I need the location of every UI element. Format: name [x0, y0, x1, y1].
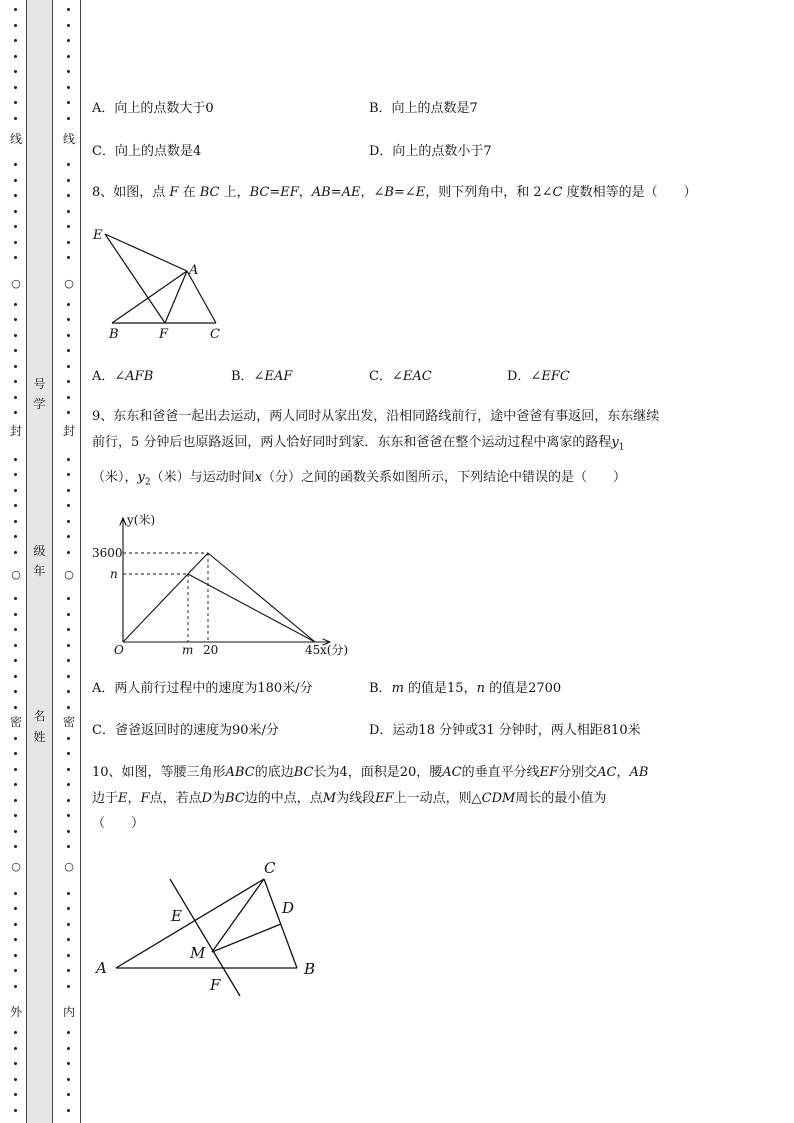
tick-45: 45: [305, 643, 321, 657]
q9-stem-line2: 前行，5 分钟后也原路返回，两人恰好同时到家．东东和爸爸在整个运动过程中离家的路程$y_1$: [92, 435, 625, 453]
margin-dot: [14, 210, 17, 213]
inner-circle-3: ○: [64, 860, 74, 873]
margin-border-line: [80, 0, 81, 1123]
margin-dot: [67, 365, 70, 368]
margin-dot: [14, 1047, 17, 1050]
margin-dot: [14, 504, 17, 507]
margin-dot: [67, 845, 70, 848]
margin-dot: [14, 411, 17, 414]
tick-n: n: [110, 567, 118, 581]
inner-dot-column: [62, 0, 76, 1123]
margin-dot: [67, 737, 70, 740]
margin-dot: [67, 597, 70, 600]
margin-dot: [67, 8, 70, 11]
tick-m: m: [182, 643, 194, 657]
margin-dot: [14, 1093, 17, 1096]
margin-dot: [14, 799, 17, 802]
margin-dot: [14, 55, 17, 58]
margin-dot: [67, 303, 70, 306]
margin-dot: [67, 551, 70, 554]
margin-dot: [14, 334, 17, 337]
margin-dot: [67, 830, 70, 833]
outer-dot-column: [9, 0, 23, 1123]
q8-option-c: C．∠EAC: [369, 369, 432, 384]
margin-dot: [14, 380, 17, 383]
field-label-nian: 年: [33, 564, 46, 578]
outer-circle-2: ○: [11, 568, 21, 581]
field-label-ming: 名: [33, 709, 46, 723]
margin-dot: [67, 1062, 70, 1065]
margin-dot: [14, 768, 17, 771]
segment-AC: [187, 271, 216, 323]
margin-dot: [67, 938, 70, 941]
margin-dot: [67, 1093, 70, 1096]
margin-dot: [67, 752, 70, 755]
margin-dot: [14, 365, 17, 368]
q9-distance-time-graph: [92, 510, 362, 662]
margin-dot: [67, 814, 70, 817]
margin-dot: [67, 613, 70, 616]
margin-dot: [14, 318, 17, 321]
margin-dot: [14, 597, 17, 600]
q7-option-b: B．向上的点数是7: [369, 101, 478, 116]
margin-dot: [14, 783, 17, 786]
outer-mark-wai: 外: [9, 1005, 22, 1019]
margin-dot: [67, 659, 70, 662]
margin-dot: [14, 892, 17, 895]
margin-dot: [67, 70, 70, 73]
margin-dot: [14, 551, 17, 554]
margin-dot: [14, 458, 17, 461]
q8-option-a: A．∠AFB: [92, 369, 154, 384]
margin-dot: [14, 101, 17, 104]
margin-dot: [67, 86, 70, 89]
x-axis-label: x(分): [320, 643, 349, 657]
margin-dot: [67, 628, 70, 631]
field-label-xing: 姓: [33, 730, 46, 744]
field-label-ji: 级: [33, 544, 46, 558]
margin-dot: [67, 210, 70, 213]
margin-dot: [14, 303, 17, 306]
margin-dot: [67, 473, 70, 476]
origin-label: O: [114, 643, 124, 657]
field-label-xue: 学: [33, 397, 46, 411]
inner-mark-nei: 内: [62, 1005, 75, 1019]
margin-dot: [14, 396, 17, 399]
q9-option-a: A．两人前行过程中的速度为180米/分: [92, 681, 313, 696]
margin-dot: [14, 644, 17, 647]
margin-dot: [14, 830, 17, 833]
margin-dot: [67, 194, 70, 197]
q8-option-d: D．∠EFC: [507, 369, 570, 384]
margin-dot: [14, 1078, 17, 1081]
margin-dot: [67, 644, 70, 647]
point-M-label: M: [190, 944, 206, 962]
margin-dot: [14, 70, 17, 73]
margin-dot: [67, 396, 70, 399]
dongdong-forward-line: [123, 553, 208, 642]
margin-dot: [14, 737, 17, 740]
q7-option-c: C．向上的点数是4: [92, 144, 202, 159]
margin-dot: [14, 473, 17, 476]
margin-dot: [67, 179, 70, 182]
margin-dot: [67, 706, 70, 709]
margin-dot: [67, 24, 70, 27]
margin-dot: [67, 783, 70, 786]
point-A-label: A: [189, 263, 199, 278]
q8-triangle-figure: [92, 222, 232, 344]
margin-dot: [67, 768, 70, 771]
point-C-label: C: [264, 859, 276, 877]
inner-mark-feng: 封: [62, 424, 75, 438]
margin-dot: [67, 1047, 70, 1050]
margin-dot: [14, 845, 17, 848]
margin-dot: [67, 985, 70, 988]
margin-dot: [14, 349, 17, 352]
margin-dot: [14, 39, 17, 42]
margin-dot: [67, 380, 70, 383]
outer-circle-1: ○: [11, 277, 21, 290]
point-C-label: C: [210, 327, 220, 342]
margin-dot: [14, 969, 17, 972]
segment-CB: [264, 879, 297, 968]
inner-circle-1: ○: [64, 277, 74, 290]
margin-dot: [67, 799, 70, 802]
margin-dot: [67, 1078, 70, 1081]
margin-dot: [67, 318, 70, 321]
margin-dot: [14, 163, 17, 166]
margin-dot: [14, 907, 17, 910]
point-B-label: B: [304, 960, 316, 978]
margin-dot: [14, 938, 17, 941]
margin-dot: [67, 892, 70, 895]
margin-dot: [14, 814, 17, 817]
margin-dot: [14, 535, 17, 538]
point-F-label: F: [210, 976, 221, 994]
margin-dot: [67, 907, 70, 910]
margin-dot: [14, 675, 17, 678]
outer-mark-xian: 线: [9, 132, 22, 146]
margin-dot: [14, 613, 17, 616]
q9-option-b: B．m 的值是15，n 的值是2700: [369, 681, 562, 696]
point-E-label: E: [93, 228, 103, 243]
margin-dot: [14, 256, 17, 259]
margin-dot: [14, 241, 17, 244]
margin-dot: [14, 1031, 17, 1034]
margin-dot: [14, 117, 17, 120]
margin-dot: [14, 1062, 17, 1065]
margin-dot: [67, 101, 70, 104]
margin-dot: [14, 752, 17, 755]
margin-dot: [14, 8, 17, 11]
q10-triangle-figure: [92, 855, 332, 1005]
q8-stem: 8、如图，点 F 在 BC 上，BC=EF，AB=AE，∠B=∠E，则下列角中，和 2∠C 度数相等的是（ ）: [92, 185, 697, 200]
inner-mark-xian: 线: [62, 132, 75, 146]
perpendicular-bisector-EF: [170, 879, 240, 996]
margin-dot: [14, 225, 17, 228]
margin-dot: [67, 969, 70, 972]
margin-dot: [14, 489, 17, 492]
point-A-label: A: [96, 959, 107, 977]
margin-dot: [67, 241, 70, 244]
outer-mark-mi: 密: [9, 715, 22, 729]
margin-dot: [14, 179, 17, 182]
field-label-hao: 号: [33, 377, 46, 391]
q9-stem-line3: （米），$y_2$（米）与运动时间x（分）之间的函数关系如图所示，下列结论中错误的是（ ）: [92, 470, 626, 488]
binding-margin: [0, 0, 82, 1123]
q10-stem-line1: 10、如图，等腰三角形ABC的底边BC长为4，面积是20，腰AC的垂直平分线EF分别交AC，AB: [92, 765, 649, 780]
y-axis-label: y(米): [127, 513, 156, 527]
margin-dot: [67, 225, 70, 228]
q10-stem-line2: 边于E，F点，若点D为BC边的中点，点M为线段EF上一动点，则△CDM周长的最小值为: [92, 791, 607, 806]
tick-20: 20: [203, 643, 219, 657]
margin-dot: [67, 39, 70, 42]
q10-stem-line3: （ ）: [92, 816, 145, 831]
margin-dot: [67, 349, 70, 352]
margin-dot: [67, 256, 70, 259]
margin-dot: [67, 520, 70, 523]
margin-dot: [14, 923, 17, 926]
dongdong-return-line: [208, 553, 315, 642]
margin-dot: [67, 923, 70, 926]
margin-dot: [67, 954, 70, 957]
q9-option-d: D．运动18 分钟或31 分钟时，两人相距810米: [369, 723, 641, 738]
margin-dot: [14, 659, 17, 662]
inner-mark-mi: 密: [62, 715, 75, 729]
margin-dot: [14, 690, 17, 693]
margin-dot: [14, 954, 17, 957]
margin-dot: [67, 55, 70, 58]
q9-stem-line1: 9、东东和爸爸一起出去运动，两人同时从家出发，沿相同路线前行，途中爸爸有事返回，东东继续: [92, 409, 660, 424]
q7-option-d: D．向上的点数小于7: [369, 144, 492, 159]
margin-dot: [14, 1109, 17, 1112]
point-D-label: D: [282, 899, 295, 917]
margin-dot: [14, 628, 17, 631]
margin-dot: [67, 504, 70, 507]
margin-dot: [67, 1109, 70, 1112]
q8-option-b: B．∠EAF: [231, 369, 293, 384]
point-B-label: B: [109, 327, 119, 342]
margin-dot: [67, 117, 70, 120]
inner-circle-2: ○: [64, 568, 74, 581]
outer-circle-3: ○: [11, 860, 21, 873]
margin-dot: [14, 520, 17, 523]
margin-dot: [67, 1031, 70, 1034]
margin-dot: [14, 985, 17, 988]
margin-dot: [14, 86, 17, 89]
margin-dot: [67, 535, 70, 538]
point-E-label: E: [171, 907, 182, 925]
tick-3600: 3600: [92, 546, 123, 560]
q9-option-c: C．爸爸返回时的速度为90米/分: [92, 723, 279, 738]
margin-dot: [67, 334, 70, 337]
q7-option-a: A．向上的点数大于0: [92, 101, 214, 116]
margin-dot: [67, 675, 70, 678]
margin-dot: [67, 411, 70, 414]
dad-return-line: [188, 574, 315, 642]
margin-dot: [14, 24, 17, 27]
margin-dot: [67, 163, 70, 166]
margin-dot: [67, 690, 70, 693]
margin-dot: [67, 489, 70, 492]
point-F-label: F: [159, 327, 169, 342]
margin-dot: [67, 458, 70, 461]
margin-dot: [14, 706, 17, 709]
margin-dot: [14, 194, 17, 197]
outer-mark-feng: 封: [9, 424, 22, 438]
